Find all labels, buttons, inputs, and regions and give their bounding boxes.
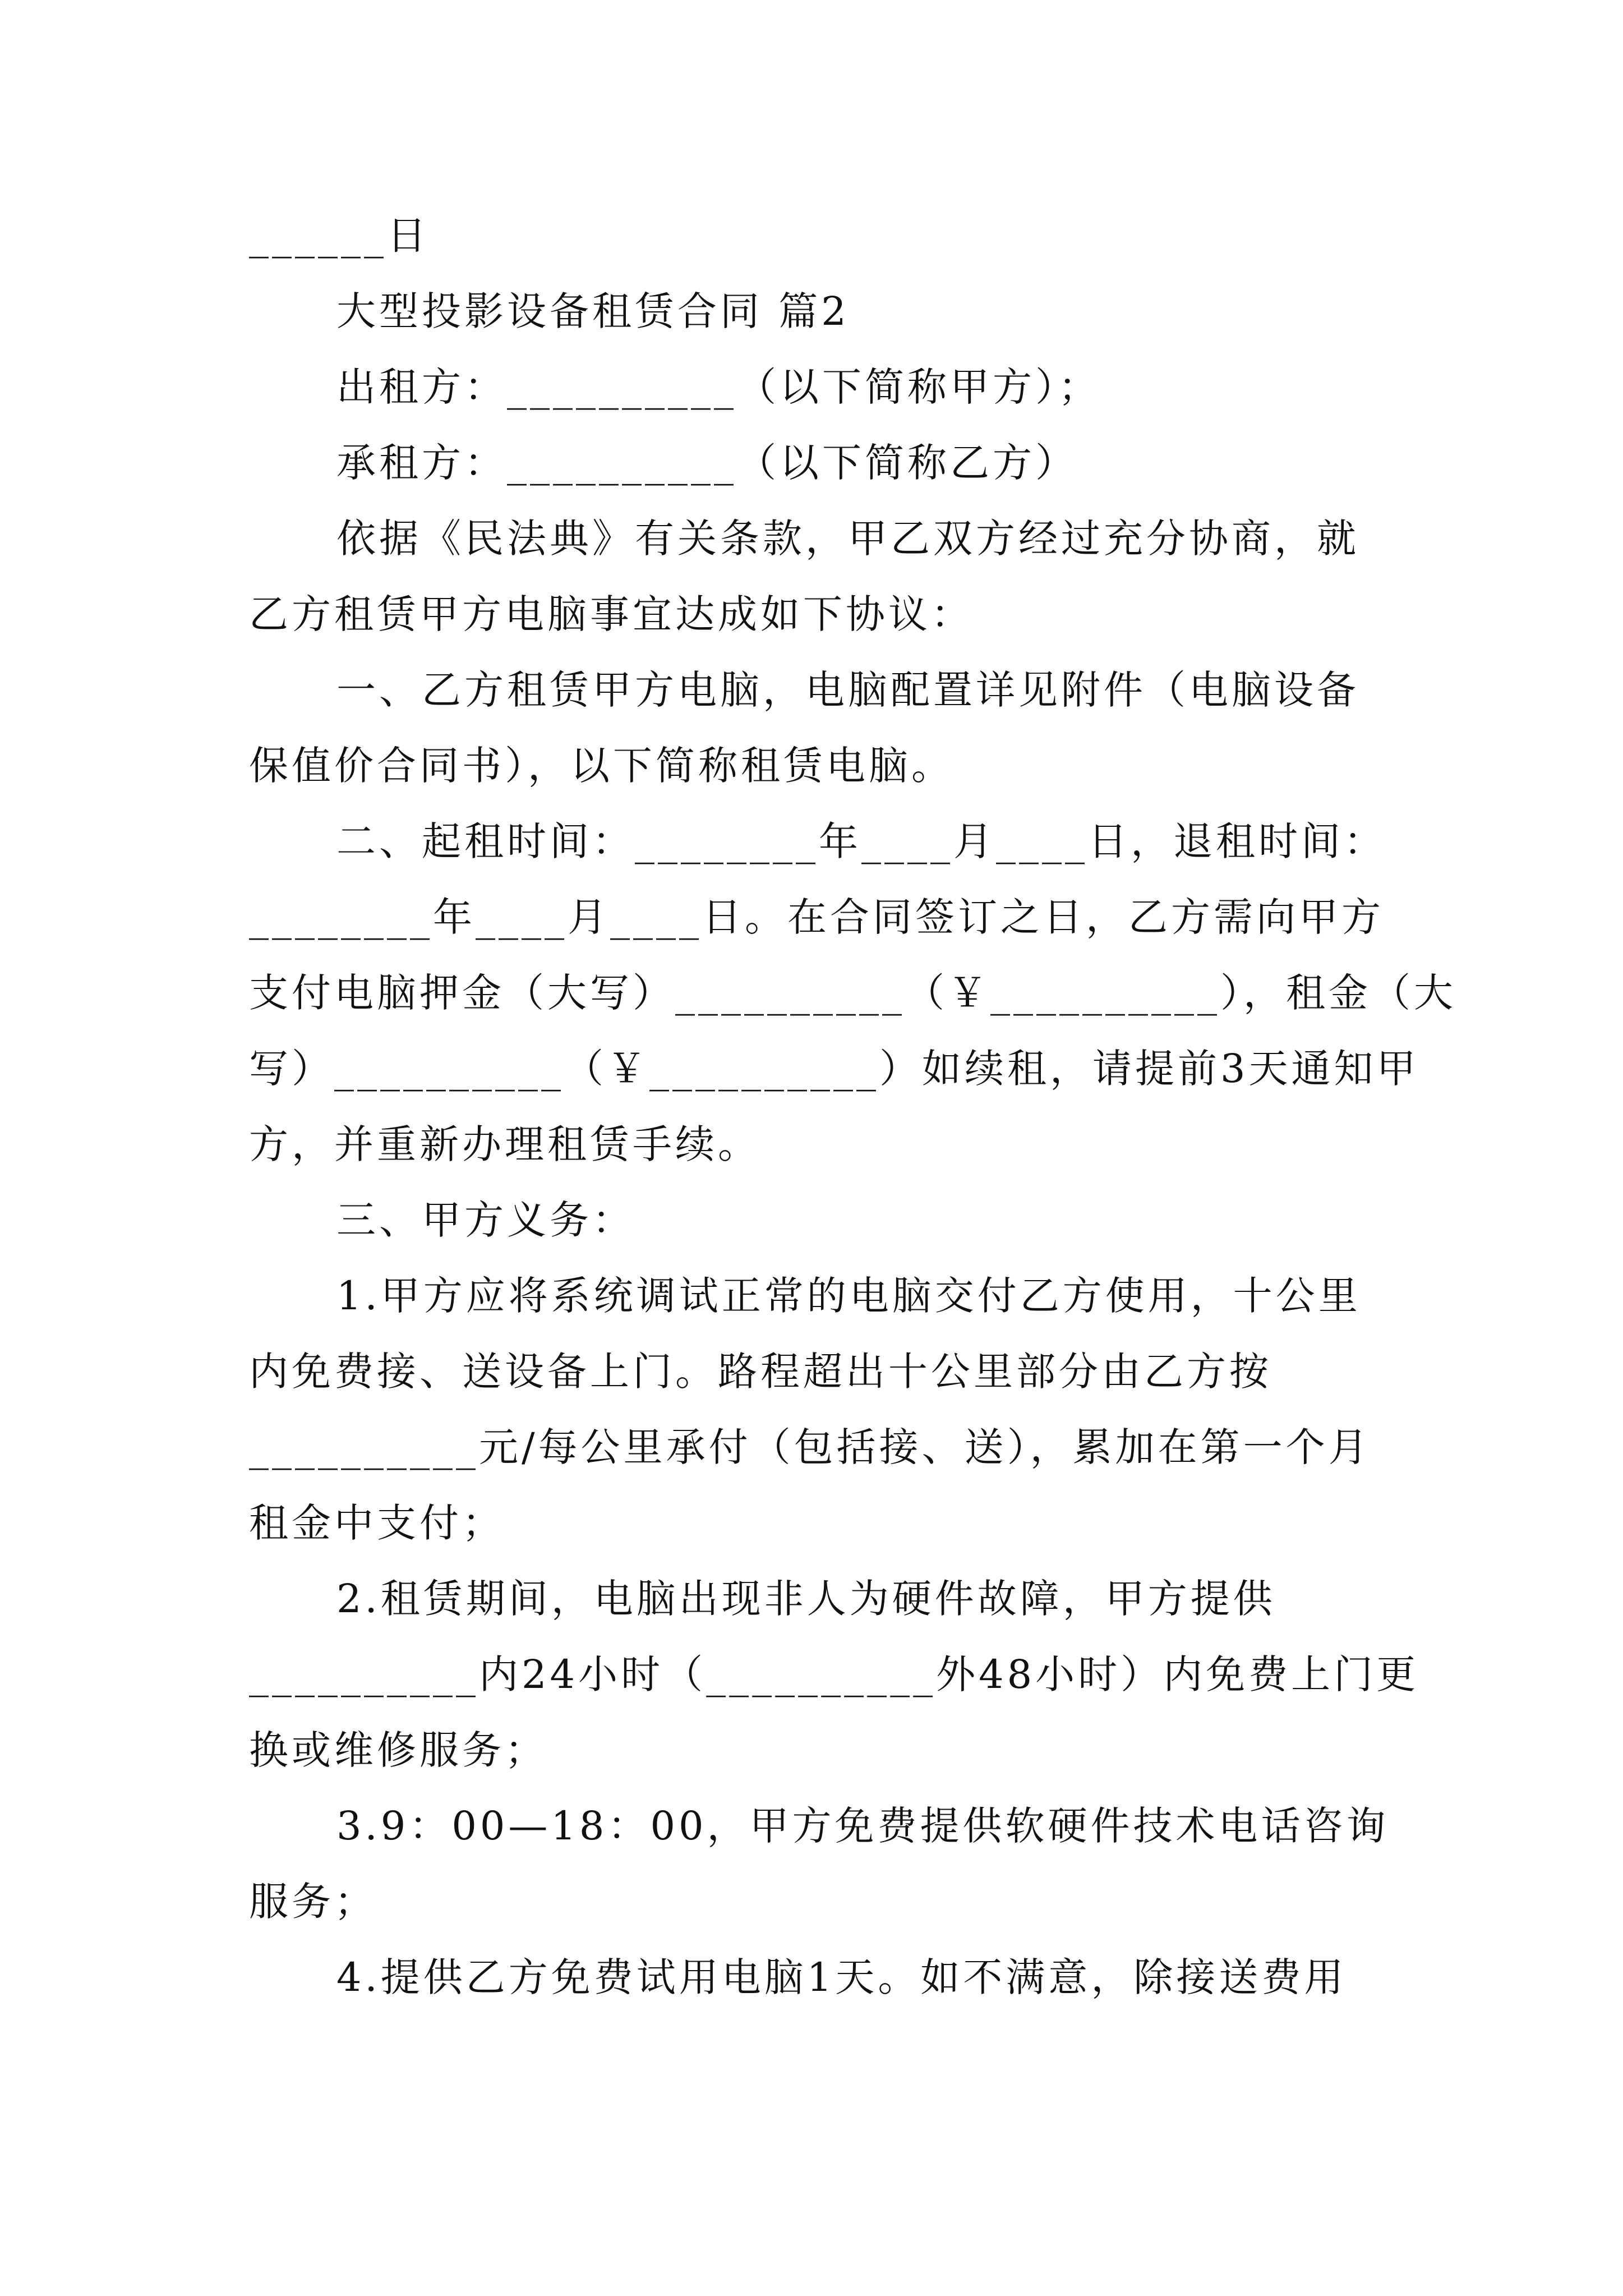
item-3-line-1: 3.9：00—18：00，甲方免费提供软硬件技术电话咨询 <box>336 1803 1389 1849</box>
item-2-line-2: __________内24小时（__________外48小时）内免费上门更 <box>249 1651 1419 1697</box>
item-1-line-1: 1.甲方应将系统调试正常的电脑交付乙方使用，十公里 <box>336 1273 1361 1319</box>
item-1-line-3: __________元/每公里承付（包括接、送），累加在第一个月 <box>249 1424 1371 1470</box>
clause-2-line-3: 支付电脑押金（大写）__________（￥__________），租金（大 <box>249 970 1456 1016</box>
date-day-line: ______日 <box>249 213 430 259</box>
item-1-line-4: 租金中支付； <box>249 1500 505 1546</box>
item-2-line-1: 2.租赁期间，电脑出现非人为硬件故障，甲方提供 <box>336 1576 1276 1622</box>
item-4-line-1: 4.提供乙方免费试用电脑1天。如不满意，除接送费用 <box>336 1954 1347 2000</box>
clause-2-line-4: 写）__________（￥__________）如续租，请提前3天通知甲 <box>249 1046 1419 1092</box>
contract-title: 大型投影设备租赁合同 篇2 <box>336 288 850 334</box>
clause-1-line-2: 保值价合同书），以下简称租赁电脑。 <box>249 743 954 789</box>
clause-2-line-5: 方，并重新办理租赁手续。 <box>249 1121 760 1167</box>
lessor-line: 出租方：__________（以下简称甲方）； <box>336 364 1101 410</box>
item-2-line-3: 换或维修服务； <box>249 1727 547 1773</box>
preamble-line-2: 乙方租赁甲方电脑事宜达成如下协议： <box>249 591 974 637</box>
clause-2-line-2: ________年____月____日。在合同签订之日，乙方需向甲方 <box>249 894 1384 940</box>
preamble-line-1: 依据《民法典》有关条款，甲乙双方经过充分协商，就 <box>336 516 1359 562</box>
lessee-line: 承租方：__________（以下简称乙方） <box>336 440 1078 486</box>
item-1-line-2: 内免费接、送设备上门。路程超出十公里部分由乙方按 <box>249 1349 1272 1395</box>
item-3-line-2: 服务； <box>249 1879 377 1925</box>
clause-2-line-1: 二、起租时间：________年____月____日，退租时间： <box>336 818 1386 864</box>
clause-1-line-1: 一、乙方租赁甲方电脑，电脑配置详见附件（电脑设备 <box>336 667 1359 713</box>
clause-3-heading: 三、甲方义务： <box>336 1197 635 1243</box>
